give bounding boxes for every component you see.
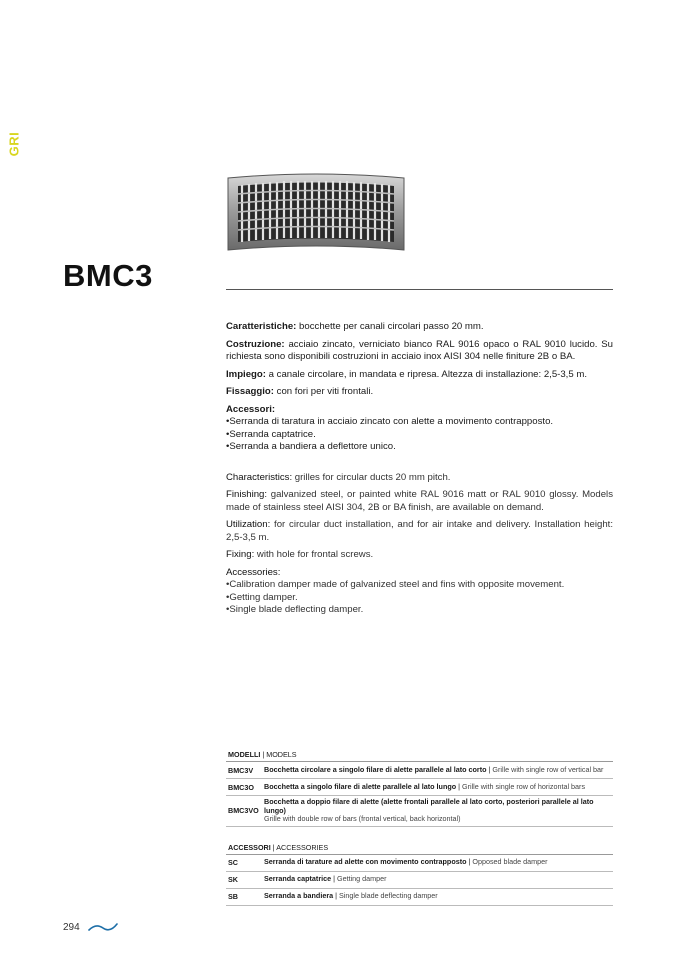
models-header-it: MODELLI [228,750,261,759]
header-separator: | [270,842,277,852]
en-accessories-label: Accessories: [226,566,281,578]
section-tab [6,128,22,160]
accessories-table [226,841,613,906]
table-row [226,889,613,906]
model-desc-en: Grille with single row of vertical bar [492,764,604,774]
models-table-header [226,748,613,762]
model-code: BMC3O [228,782,254,792]
it-characteristics-text: bocchette per canali circolari passo 20 mm. [296,321,484,332]
models-table [226,748,613,827]
en-finishing [226,489,613,514]
list-item: • Serranda a bandiera a deflettore unico. [226,441,613,454]
accessory-desc-en: Opposed blade damper [472,857,548,867]
accessories-header-en: ACCESSORIES [276,842,329,852]
models-header-en: MODELS [266,750,297,759]
wave-logo-icon [88,920,118,934]
accessory-desc-it: Serranda a bandiera [264,891,334,901]
header-separator: | [260,750,267,759]
en-finishing-text: galvanized steel, or painted white RAL 9016 matt or RAL 9010 glossy. Models made of stainless steel AISI 304, 2B or BA finish, are available on demand. [226,489,613,513]
model-code: BMC3V [228,765,254,775]
model-desc-it: Bocchetta circolare a singolo filare di alette parallele al lato corto [264,764,487,774]
en-characteristics [226,472,613,485]
list-item: • Serranda di taratura in acciaio zincato con alette a movimento contrapposto. [226,416,613,429]
en-fixing [226,549,613,562]
en-utilization [226,519,613,544]
table-row [226,872,613,889]
table-row [226,779,613,796]
it-accessories-list [226,416,613,454]
accessory-desc-it: Serranda di tarature ad alette con movimento contrapposto [264,857,467,867]
english-description [226,472,613,617]
it-construction-label: Costruzione: [226,338,285,350]
section-tab-label: GRI [6,131,22,157]
italian-description [226,321,613,454]
en-fixing-label: Fixing: [226,549,255,560]
it-accessories-label: Accessori: [226,403,276,415]
en-utilization-label: Utilization: [226,519,271,530]
en-fixing-text: with hole for frontal screws. [254,549,374,560]
accessory-desc-en: Getting damper [337,874,387,884]
it-use-label: Impiego: [226,368,266,380]
spec-tables [226,748,613,906]
accessory-desc-en: Single blade deflecting damper [339,891,438,901]
accessory-desc-it: Serranda captatrice [264,874,332,884]
it-use-text: a canale circolare, in mandata e ripresa. Altezza di installazione: 2,5-3,5 m. [265,368,588,380]
it-construction-text: acciaio zincato, verniciato bianco RAL 9016 opaco o RAL 9010 lucido. Su richiesta sono disponibili costruzioni in acciaio inox AISI 304 nelle finiture 2B o BA. [226,338,613,362]
accessory-code: SB [228,892,238,901]
en-utilization-text: for circular duct installation, and for air intake and delivery. Installation height: 2,5-3,5 m. [226,519,613,543]
accessory-description: Serranda di tarature ad alette con movimento contrapposto | Opposed blade damper [264,857,548,867]
list-item: • Getting damper. [226,592,613,605]
table-row [226,762,613,779]
title-divider [226,289,613,290]
it-characteristics [226,321,613,334]
model-description: Bocchetta a singolo filare di alette parallele al lato lungo | Grille with single row of horizontal bars [264,781,586,791]
model-desc-en: Grille with single row of horizontal bars [462,781,586,791]
page-number: 294 [63,921,80,933]
accessories-table-header [226,841,613,855]
en-characteristics-text: grilles for circular ducts 20 mm pitch. [292,471,451,483]
en-accessories [226,567,613,617]
it-fixing-text: con fori per viti frontali. [273,386,374,397]
list-item: • Serranda captatrice. [226,429,613,442]
en-accessories-list [226,579,613,617]
product-image-grille [226,172,406,258]
accessories-header-it: ACCESSORI [228,842,271,852]
description [226,321,613,617]
model-code: BMC3VO [228,806,259,816]
model-desc-it: Bocchetta a doppio filare di alette (alette frontali parallele al lato corto, posteriori parallele al lato lungo) [264,797,594,815]
accessory-description: Serranda captatrice | Getting damper [264,874,387,884]
table-row [226,796,613,827]
model-desc-en: Grille with double row of bars (frontal vertical, back horizontal) [264,814,461,823]
accessory-description: Serranda a bandiera | Single blade deflecting damper [264,891,438,901]
en-finishing-label: Finishing: [226,489,268,500]
it-fixing-label: Fissaggio: [226,386,274,397]
it-use [226,369,613,382]
it-characteristics-label: Caratteristiche: [226,321,297,332]
it-fixing [226,386,613,399]
model-description [264,798,611,824]
accessory-code: SC [228,858,238,867]
list-item: • Calibration damper made of galvanized steel and fins with opposite movement. [226,579,613,592]
model-description: Bocchetta circolare a singolo filare di alette parallele al lato corto | Grille with single row of vertical bar [264,764,604,774]
accessory-code: SK [228,875,238,884]
en-characteristics-label: Characteristics: [226,471,293,483]
table-row [226,855,613,872]
list-item: • Single blade deflecting damper. [226,604,613,617]
product-title: BMC3 [63,258,153,293]
page-footer [63,920,118,934]
it-accessories [226,404,613,454]
model-desc-it: Bocchetta a singolo filare di alette parallele al lato lungo [264,781,457,791]
it-construction [226,339,613,364]
